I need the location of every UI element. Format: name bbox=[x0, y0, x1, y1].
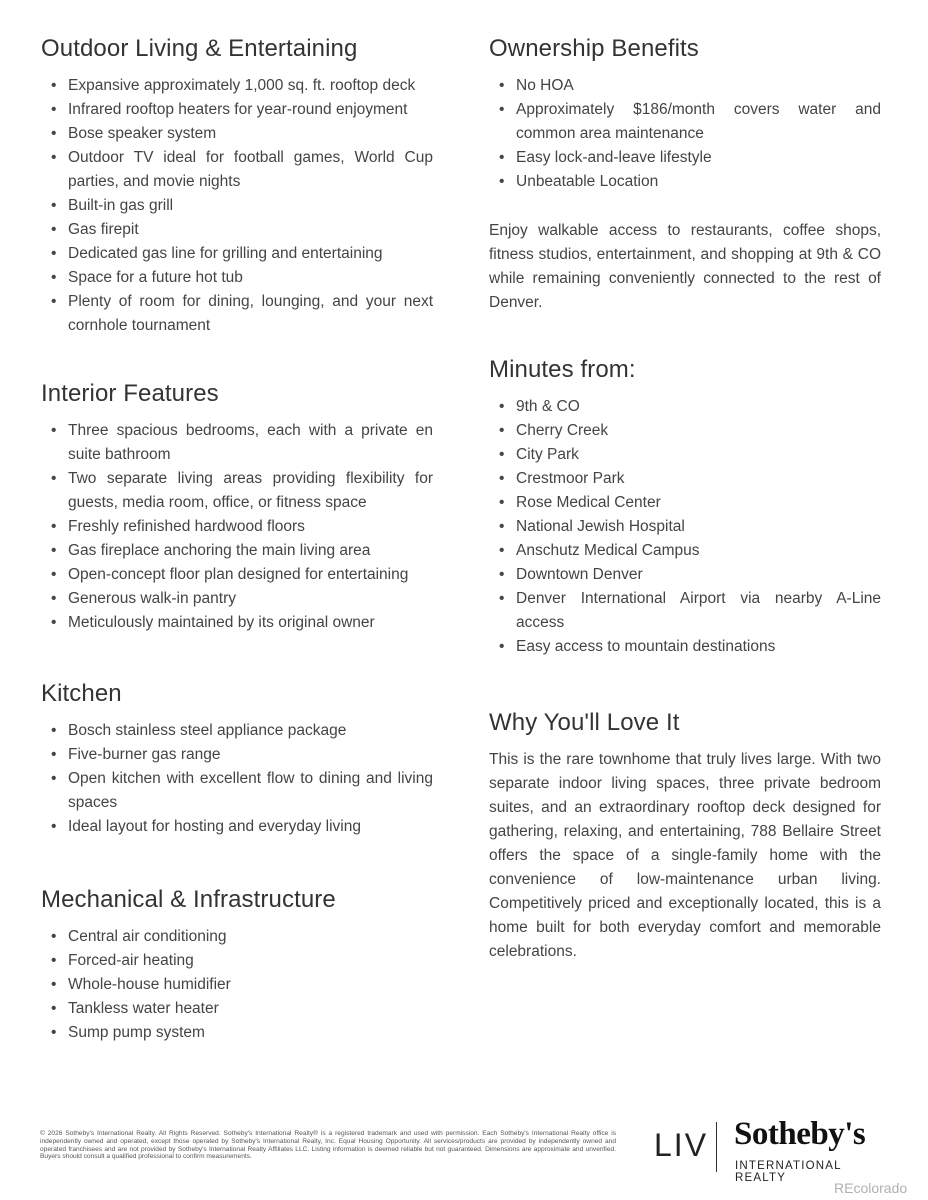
logo-liv-text: LIV bbox=[654, 1127, 709, 1163]
logo-subtitle: INTERNATIONAL REALTY bbox=[735, 1160, 842, 1184]
list-item: • National Jewish Hospital bbox=[489, 515, 881, 539]
list-item: • Unbeatable Location bbox=[489, 170, 881, 194]
section-title-ownership: Ownership Benefits bbox=[489, 35, 699, 62]
mechanical-section bbox=[41, 885, 433, 1045]
kitchen-section bbox=[41, 679, 433, 839]
list-item: • Easy access to mountain destinations bbox=[489, 635, 881, 659]
list-item: • Built-in gas grill bbox=[41, 194, 433, 218]
section-title-interior: Interior Features bbox=[41, 380, 219, 407]
interior-section bbox=[41, 379, 433, 635]
ownership-list bbox=[489, 74, 881, 194]
list-item: • Three spacious bedrooms, each with a private en suite bathroom bbox=[41, 419, 433, 467]
section-title-why: Why You'll Love It bbox=[489, 709, 680, 736]
list-item: • Tankless water heater bbox=[41, 997, 433, 1021]
list-item: • Rose Medical Center bbox=[489, 491, 881, 515]
list-item: • Open-concept floor plan designed for entertaining bbox=[41, 563, 433, 587]
brokerage-logo bbox=[654, 1116, 882, 1184]
list-item: • Five-burner gas range bbox=[41, 743, 433, 767]
list-item: • 9th & CO bbox=[489, 395, 881, 419]
list-item: • Central air conditioning bbox=[41, 925, 433, 949]
list-item: • Bose speaker system bbox=[41, 122, 433, 146]
list-item: • Open kitchen with excellent flow to dining and living spaces bbox=[41, 767, 433, 815]
section-title-mechanical: Mechanical & Infrastructure bbox=[41, 886, 336, 913]
list-item: • City Park bbox=[489, 443, 881, 467]
list-item: • Gas fireplace anchoring the main living area bbox=[41, 539, 433, 563]
list-item: • Space for a future hot tub bbox=[41, 266, 433, 290]
logo-divider bbox=[716, 1122, 717, 1172]
list-item: • Denver International Airport via nearby A-Line access bbox=[489, 587, 881, 635]
outdoor-section bbox=[41, 34, 433, 338]
list-item: • No HOA bbox=[489, 74, 881, 98]
list-item: • Forced-air heating bbox=[41, 949, 433, 973]
minutes-section bbox=[489, 355, 881, 659]
list-item: • Outdoor TV ideal for football games, World Cup parties, and movie nights bbox=[41, 146, 433, 194]
list-item: • Anschutz Medical Campus bbox=[489, 539, 881, 563]
list-item: • Cherry Creek bbox=[489, 419, 881, 443]
list-item: • Ideal layout for hosting and everyday living bbox=[41, 815, 433, 839]
why-paragraph: This is the rare townhome that truly lives large. With two separate indoor living spaces, three private bedroom suites, and an extraordinary rooftop deck designed for gathering, relaxing, and entertaining, 788 Bellaire Street offers the space of a single-family home with the convenience of low-maintenance urban living. Competitively priced and exceptionally located, this is a home built for both everyday comfort and memorable celebrations. bbox=[489, 751, 881, 960]
list-item: • Sump pump system bbox=[41, 1021, 433, 1045]
list-item: • Approximately $186/month covers water and common area maintenance bbox=[489, 98, 881, 146]
list-item: • Bosch stainless steel appliance package bbox=[41, 719, 433, 743]
why-section bbox=[489, 708, 881, 964]
ownership-paragraph: Enjoy walkable access to restaurants, coffee shops, fitness studios, entertainment, and shopping at 9th & CO while remaining conveniently connected to the rest of Denver. bbox=[489, 222, 881, 311]
list-item: • Crestmoor Park bbox=[489, 467, 881, 491]
list-item: • Two separate living areas providing flexibility for guests, media room, office, or fitness space bbox=[41, 467, 433, 515]
ownership-section bbox=[489, 34, 881, 315]
watermark: REcolorado bbox=[834, 1180, 908, 1196]
interior-list bbox=[41, 419, 433, 635]
list-item: • Infrared rooftop heaters for year-round enjoyment bbox=[41, 98, 433, 122]
list-item: • Downtown Denver bbox=[489, 563, 881, 587]
list-item: • Easy lock-and-leave lifestyle bbox=[489, 146, 881, 170]
list-item: • Meticulously maintained by its original owner bbox=[41, 611, 433, 635]
section-title-minutes: Minutes from: bbox=[489, 356, 636, 383]
kitchen-list bbox=[41, 719, 433, 839]
mechanical-list bbox=[41, 925, 433, 1045]
list-item: • Dedicated gas line for grilling and entertaining bbox=[41, 242, 433, 266]
logo-brand-text: Sotheby's bbox=[734, 1116, 866, 1152]
legal-disclaimer: © 2026 Sotheby's International Realty. All Rights Reserved. Sotheby's International Realty® is a registered trademark and used with permission. Each Sotheby's International Realty office is independently owned and operated, except those operated by Sotheby's International Realty, Inc. Equal Housing Opportunity. All services/products are provided by independently owned and operated franchisees and are not provided by Sotheby's International Realty Affiliates LLC. Listing information is deemed reliable but not guaranteed. Dimensions are approximate and unverified. Buyers should consult a qualified professional to confirm measurements. bbox=[40, 1130, 616, 1161]
list-item: • Plenty of room for dining, lounging, and your next cornhole tournament bbox=[41, 290, 433, 338]
list-item: • Generous walk-in pantry bbox=[41, 587, 433, 611]
section-title-outdoor: Outdoor Living & Entertaining bbox=[41, 35, 358, 62]
list-item: • Freshly refinished hardwood floors bbox=[41, 515, 433, 539]
outdoor-list bbox=[41, 74, 433, 338]
list-item: • Whole-house humidifier bbox=[41, 973, 433, 997]
section-title-kitchen: Kitchen bbox=[41, 680, 122, 707]
list-item: • Expansive approximately 1,000 sq. ft. rooftop deck bbox=[41, 74, 433, 98]
list-item: • Gas firepit bbox=[41, 218, 433, 242]
minutes-list bbox=[489, 395, 881, 659]
